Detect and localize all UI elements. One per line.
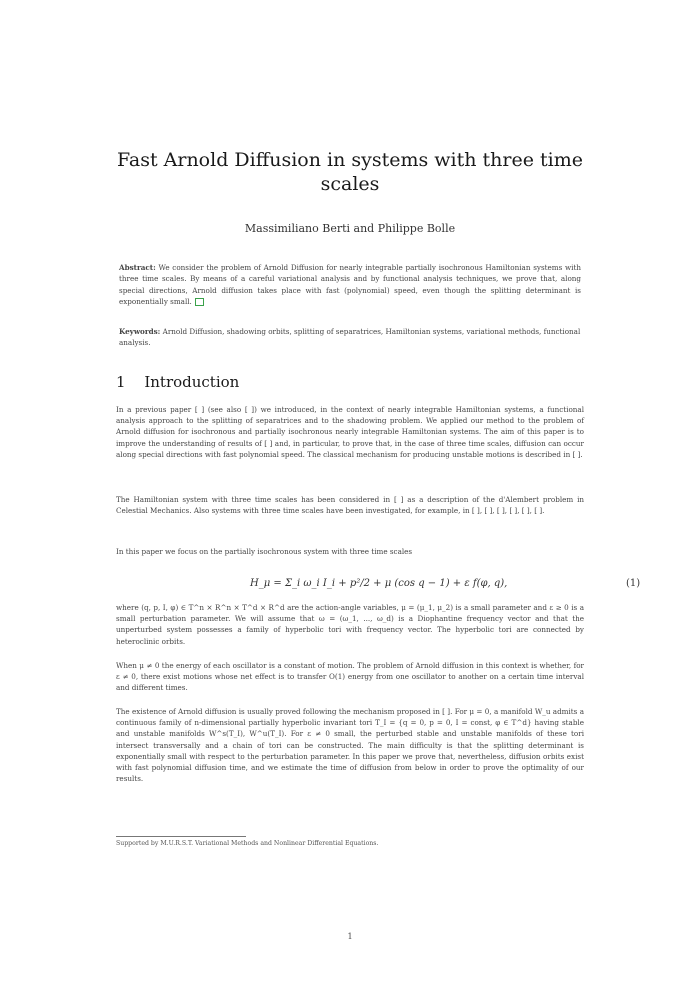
footnote-marker[interactable] [195,298,204,306]
equation-number: (1) [626,578,641,589]
paper-title: Fast Arnold Diffusion in systems with three time scales [117,149,583,195]
footnote-rule [116,836,246,837]
abstract [119,262,581,308]
keywords-label: Keywords: [119,327,161,336]
paragraph: The existence of Arnold diffusion is usually proved following the mechanism proposed in [ ]. For μ = 0, a manifold W_u admits a continuous family of n-dimensional partially hyperbolic invariant tori T_I = {q = 0, p = 0, I = const, φ ∈ T^d} having stable and unstable manifolds W^s(T_I), W^u(T_I). For ε ≠ 0 small, the perturbed stable and unstable manifolds of these tori intersect transversally and a chain of tori can be constructed. The main difficulty is that the splitting determinant is exponentially small with respect to the perturbation parameter. In this paper we prove that, nevertheless, diffusion orbits exist with fast polynomial diffusion time, and we estimate the time of diffusion from below in order to prove the optimality of our results. [116,707,584,784]
section-heading [116,373,239,391]
paragraph: where (q, p, I, φ) ∈ T^n × R^n × T^d × R^d are the action-angle variables, μ = (μ_1, μ_2) is a small parameter and ε ≥ 0 is a small perturbation parameter. We will assume that ω = (ω_1, ..., ω_d) is a Diophantine frequency vector and that the unperturbed system possesses a family of hyperbolic tori with frequency vector. The hyperbolic tori are connected by heteroclinic orbits. [116,603,584,646]
keywords-text: Arnold Diffusion, shadowing orbits, splitting of separatrices, Hamiltonian systems, variational methods, functional analysis. [119,327,581,348]
page-number: 1 [347,932,353,941]
abstract-label: Abstract: [119,263,156,272]
abstract-text: We consider the problem of Arnold Diffusion for nearly integrable partially isochronous Hamiltonian systems with three time scales. By means of a careful variational analysis and by functional analysis techniques, we prove that, along special directions, Arnold diffusion takes place with fast (polynomial) speed, even though the splitting determinant is exponentially small. [119,263,581,307]
paragraph: The Hamiltonian system with three time scales has been considered in [ ] as a description of the d'Alembert problem in Celestial Mechanics. Also systems with three time scales have been investigated, for example, in [ ], [ ], [ ], [ ], [ ], [ ]. [116,495,584,516]
section-number: 1 [116,373,126,391]
equation: H_μ = Σ_i ω_i I_i + p²/2 + μ (cos q − 1) + ε f(φ, q), [250,578,508,589]
section-title: Introduction [144,373,240,391]
paragraph: In a previous paper [ ] (see also [ ]) we introduced, in the context of nearly integrable Hamiltonian systems, a functional analysis approach to the splitting of separatrices and to the shadowing problem. We applied our method to the problem of Arnold diffusion for isochronous and partially isochronous nearly integrable Hamiltonian systems. The aim of this paper is to improve the understanding of results of [ ] and, in particular, to prove that, in the case of three time scales, diffusion can occur along special directions with fast polynomial speed. The classical mechanism for producing unstable motions is described in [ ]. [116,405,584,459]
footnote: Supported by M.U.R.S.T. Variational Methods and Nonlinear Differential Equations. [116,840,379,847]
paragraph: When μ ≠ 0 the energy of each oscillator is a constant of motion. The problem of Arnold diffusion in this context is whether, for ε ≠ 0, there exist motions whose net effect is to transfer O(1) energy from one oscillator to another on a certain time interval and different times. [116,661,584,693]
paragraph: In this paper we focus on the partially isochronous system with three time scales [116,547,413,556]
keywords [119,326,581,349]
paper-authors: Massimiliano Berti and Philippe Bolle [244,222,456,235]
